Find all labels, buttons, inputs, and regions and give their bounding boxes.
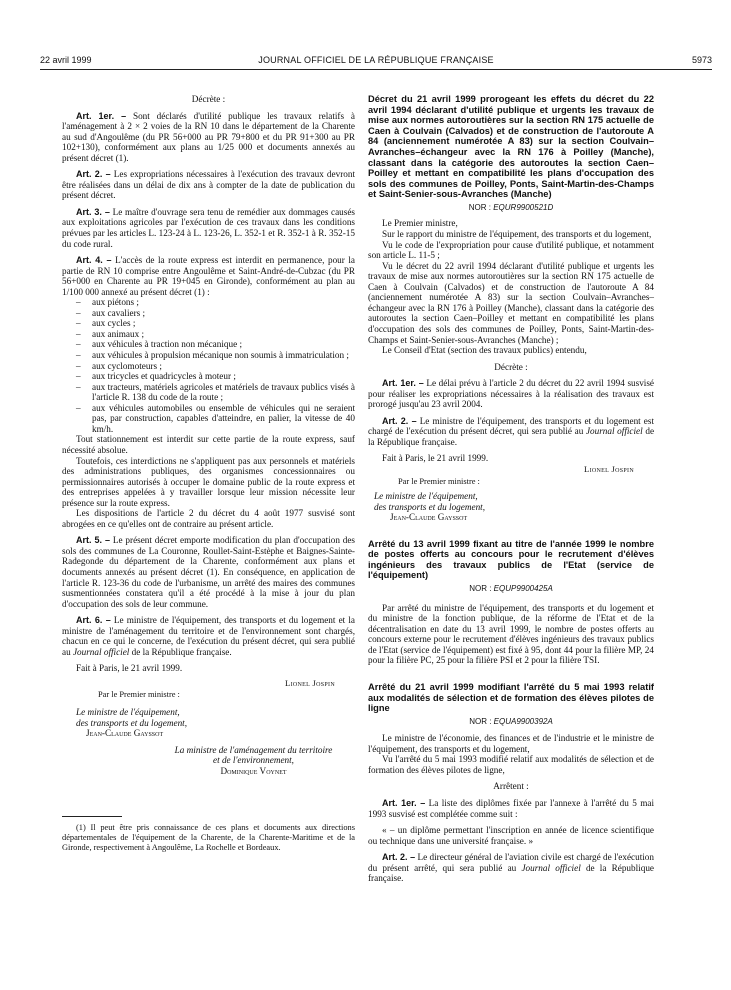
decret-minister-name: Jean-Claude Gayssot (390, 512, 468, 523)
article-5-label: Art. 5. – (76, 535, 111, 546)
decret-minister-title-1: Le ministre de l'équipement, (374, 491, 478, 502)
list-item: – aux piétons ; (76, 297, 139, 308)
minister-1-title-line-2: des transports et du logement, (76, 717, 188, 728)
header-rule (40, 69, 712, 70)
decret-paragraph: Vu le décret du 22 avril 1994 déclarant d'utilité publique et urgents les travaux de mise aux normes autoroutières sur la section RN 175 actuelle de Caen à Coulvain (Calvados) et de construction de l'autoroute A 84 (anciennement numérotée A 83) sur la section Coulvain–Avranches–échangeur avec la RN 176 à Poilley (Manche), classant dans la catégorie des autoroutes la section Caen–Poilley et mettant en compatibilité les plans d'occupation des sols des communes de Poilley, Ponts, Saint-Martin-des-Champs et Saint-Senier-sous-Avranches (Manche) ; (368, 260, 654, 345)
list-item: – aux véhicules automobiles ou ensemble de véhicules qui ne seraient pas, par construction, capables d'atteindre, en palier, la vitesse de 40 km/h. (76, 402, 355, 434)
arrete-1-title: Arrêté du 13 avril 1999 fixant au titre de l'année 1999 le nombre de postes offerts au concours pour le recrutement d'élèves ingénieurs des travaux publics de l'Etat (service de l'équipement) (368, 538, 654, 581)
page-header (40, 55, 712, 69)
decret-article-2: Art. 2. – Le ministre de l'équipement, des transports et du logement est chargé de l'exécution du présent décret, qui sera publié au Journal officiel de la République française. (368, 415, 655, 447)
par-premier-ministre: Par le Premier ministre : (98, 690, 180, 700)
decret-paragraph: Le Conseil d'Etat (section des travaux publics) entendu, (382, 345, 587, 356)
decrete-heading: Décrète : (191, 94, 226, 104)
list-item: – aux tracteurs, matériels agricoles et matériels de travaux publics visés à l'article R. 138 du code de la route ; (76, 381, 355, 403)
right-column (368, 94, 654, 884)
minister-2-name: Dominique Voynet (220, 765, 287, 776)
arrete-2-title: Arrêté du 21 avril 1999 modifiant l'arrêté du 5 mai 1993 relatif aux modalités de sélection et de formation des élèves pilotes de ligne (368, 681, 654, 714)
arrete-2-article-1: Art. 1er. – La liste des diplômes fixée par l'annexe à l'arrêté du 5 mai 1993 susvisé est complétée comme suit : (368, 797, 655, 819)
article-3 (62, 207, 355, 249)
list-item: – aux cyclomoteurs ; (76, 360, 162, 371)
article-1-label: Art. 1er. – (76, 110, 127, 121)
article-2 (62, 169, 355, 201)
decret-minister-title-2: des transports et du logement, (374, 501, 486, 512)
minister-1-name: Jean-Claude Gayssot (86, 728, 164, 739)
decret-nor: NOR : EQUR9900521D (468, 202, 554, 212)
decret-article-1: Art. 1er. – Le délai prévu à l'article 2 du décret du 22 avril 1994 susvisé pour réaliser les expropriations nécessaires à la réalisation des travaux est prorogé jusqu'au 23 avril 2004. (368, 378, 654, 410)
decret-fait: Fait à Paris, le 21 avril 1999. (382, 453, 489, 464)
article-3-label: Art. 3. – (76, 206, 110, 217)
article-4-text: L'accès de la route express est interdit en permanence, pour la partie de RN 10 comprise entre Angoulême et Saint-André-de-Cubzac (du PR 56+000 en Charente au PR 19+045 en Gironde), conformément au plan au 1/100 000 annexé au présent décret (1) : (62, 255, 356, 297)
left-column (62, 94, 355, 853)
article-1 (62, 111, 355, 164)
article-1-text: Sont déclarés d'utilité publique les travaux relatifs à l'aménagement à 2 × 2 voies de la RN 10 dans le département de la Charente au sud d'Angoulême (du PR 56+000 au PR 79+800 et du PR 91+300 au PR 102+130), conformément aux plans au 1/25 000 et documents annexés au présent décret (1). (62, 110, 355, 163)
article-2-text: Les expropriations nécessaires à l'exécution des travaux devront être réalisées dans un délai de dix ans à compter de la date de publication du présent décret. (62, 169, 356, 201)
list-item: – aux cavaliers ; (76, 307, 146, 318)
article-5 (62, 535, 355, 609)
decret-paragraph: Le Premier ministre, (382, 218, 458, 229)
article-4-list (62, 297, 355, 434)
minister-2-title-line-1: La ministre de l'aménagement du territoire (174, 744, 333, 755)
decret-paragraph: Vu le code de l'expropriation pour cause d'utilité publique, et notamment son article L. 11-5 ; (368, 239, 654, 261)
minister-1-title-line-1: Le ministre de l'équipement, (76, 706, 180, 717)
footnote: (1) Il peut être pris connaissance de ces plans et documents aux directions départementales de l'équipement de la Charente, de la Charente-Maritime et de la Gironde, respectivement à Angoulême, La Rochelle et Bordeaux. (62, 823, 355, 853)
minister-2-title-line-2: et de l'environnement, (213, 755, 294, 766)
article-3-text: Le maître d'ouvrage sera tenu de remédier aux dommages causés aux exploitations agricoles par l'exécution de ces travaux dans les conditions prévues par les articles L. 123-24 à L. 123-26, L. 352-1 et R. 352-1 à R. 352-15 du code rural. (62, 206, 355, 249)
signature-premier-ministre: Lionel Jospin (285, 677, 335, 688)
article-4-paragraph-2: Tout stationnement est interdit sur cette partie de la route express, sauf nécessité absolue. (62, 434, 355, 455)
article-4-paragraph-3: Toutefois, ces interdictions ne s'appliquent pas aux personnels et matériels des administrations publiques, des organismes concessionnaires ou permissionnaires autorisés à occuper le domaine public de la route express et des entreprises appelées à y travailler lorsque leur mission nécessite leur présence sur la route express. (62, 455, 355, 508)
article-4-paragraph-4: Les dispositions de l'article 2 du décret du 4 août 1977 susvisé sont abrogées en ce qu'elles ont de contraire au présent article. (62, 508, 355, 529)
header-date: 22 avril 1999 (40, 55, 92, 65)
list-item: – aux animaux ; (76, 328, 145, 339)
list-item: – aux tricycles et quadricycles à moteur ; (76, 371, 236, 382)
arrete-2-arretent: Arrêtent : (493, 781, 529, 792)
journal-officiel-ref: Journal officiel (72, 646, 130, 657)
decret-decrete: Décrète : (494, 361, 528, 372)
decret-par: Par le Premier ministre : (398, 476, 480, 486)
decret-paragraph: Sur le rapport du ministre de l'équipement, des transports et du logement, (382, 229, 652, 240)
fait-a-paris: Fait à Paris, le 21 avril 1999. (76, 663, 183, 674)
arrete-2-paragraph: Vu l'arrêté du 5 mai 1993 modifié relatif aux modalités de sélection et de formation des élèves pilotes de ligne, (368, 754, 654, 775)
arrete-2-paragraph: Le ministre de l'économie, des finances et de l'industrie et le ministre de l'équipement, des transports et du logement, (368, 733, 654, 754)
arrete-2-article-2: Art. 2. – Le directeur général de l'aviation civile est chargé de l'exécution du présent arrêté, qui sera publié au Journal officiel de la République française. (368, 852, 654, 884)
list-item: – aux cycles ; (76, 318, 136, 329)
footnote-rule (62, 816, 122, 817)
decret-title: Décret du 21 avril 1999 prorogeant les effets du décret du 22 avril 1994 déclarant d'utilité publique et urgents les travaux de mise aux normes autoroutières sur la section RN 175 actuelle de Caen à Coulvain (Calvados) et de construction de l'autoroute A 84 (anciennement numérotée A 83) sur la section Coulvain–Avranches–échangeur avec la RN 176 à Poilley (Manche), classant dans la catégorie des autoroutes la section Caen–Poilley et mettant en compatibilité les plans d'occupation des sols des communes de Poilley, Ponts, Saint-Martin-des-Champs et Saint-Senier-sous-Avranches (Manche) (368, 94, 654, 200)
article-2-label: Art. 2. – (76, 169, 111, 180)
article-5-text: Le présent décret emporte modification du plan d'occupation des sols des communes de La Couronne, Roullet-Saint-Estèphe et Baignes-Sainte-Radegonde du département de la Charente, conformément aux plans et documents annexés au présent décret (1). En conséquence, en application de l'article R. 123-36 du code de l'urbanisme, un arrêté des maires des communes susmentionnées constatera qu'il a été procédé à la mise à jour du plan d'occupation des sols de leur commune. (62, 535, 356, 609)
list-item: – aux véhicules à propulsion mécanique non soumis à immatriculation ; (76, 350, 349, 361)
page-number: 5973 (691, 55, 712, 65)
article-6: Art. 6. – Le ministre de l'équipement, des transports et du logement et la ministre de l'aménagement du territoire et de l'environnement sont chargés, chacun en ce qui le concerne, de l'exécution du présent décret, qui sera publié au Journal officiel de la République française. (62, 615, 356, 657)
article-6-label: Art. 6. – (76, 615, 111, 626)
arrete-1-paragraph: Par arrêté du ministre de l'équipement, des transports et du logement et du ministre de la fonction publique, de la réforme de l'Etat et de la décentralisation en date du 13 avril 1999, le nombre de postes offerts au concours externe pour le recrutement d'élèves ingénieurs des travaux publics de l'Etat (service de l'équipement) est fixé à 95, dont 44 pour la filière MP, 24 pour la filière PC, 25 pour la filière PSI et 2 pour la filière TSI. (368, 602, 654, 666)
decret-signature: Lionel Jospin (584, 463, 634, 474)
journal-title: JOURNAL OFFICIEL DE LA RÉPUBLIQUE FRANÇAISE (258, 55, 494, 65)
list-item: – aux véhicules à traction non mécanique ; (76, 339, 243, 350)
article-4-label: Art. 4. – (76, 255, 112, 266)
arrete-2-article-1-quote: « – un diplôme permettant l'inscription en année de licence scientifique ou technique dans une université française. » (368, 825, 654, 846)
arrete-1-nor: NOR : EQUP9900425A (469, 584, 553, 594)
article-4 (62, 255, 355, 297)
arrete-2-nor: NOR : EQUA9900392A (469, 716, 553, 726)
